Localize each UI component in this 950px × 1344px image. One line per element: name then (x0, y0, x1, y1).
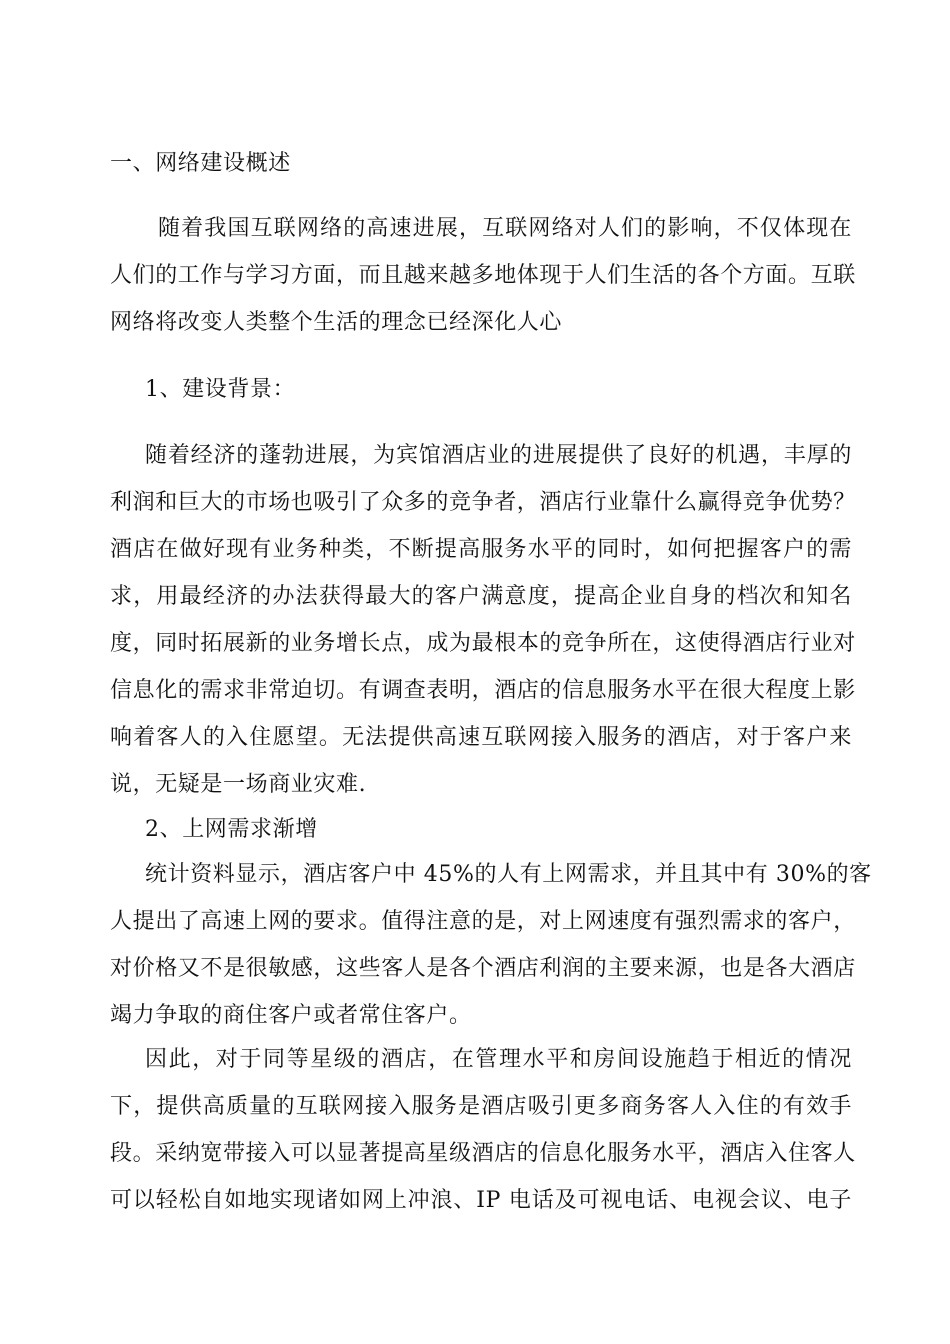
statistics-line-1: 统计资料显示，酒店客户中 45%的人有上网需求，并且其中有 30%的客 (145, 862, 872, 887)
conclusion-line-3: 段。采纳宽带接入可以显著提高星级酒店的信息化服务水平，酒店入住客人 (110, 1141, 856, 1166)
background-line-5: 度，同时拓展新的业务增长点，成为最根本的竞争所在，这使得酒店行业对 (110, 631, 856, 656)
conclusion-line-1: 因此，对于同等星级的酒店，在管理水平和房间设施趋于相近的情况 (145, 1047, 852, 1072)
statistics-line-3: 对价格又不是很敏感，这些客人是各个酒店利润的主要来源，也是各大酒店 (110, 956, 856, 981)
intro-line-1: 随着我国互联网络的高速进展，互联网络对人们的影响，不仅体现在 (158, 216, 852, 241)
statistics-line-4: 竭力争取的商住客户或者常住客户。 (110, 1003, 472, 1028)
background-line-2: 利润和巨大的市场也吸引了众多的竞争者，酒店行业靠什么赢得竞争优势？ (110, 490, 856, 515)
intro-line-2: 人们的工作与学习方面，而且越来越多地体现于人们生活的各个方面。互联 (110, 263, 856, 288)
background-line-7: 响着客人的入住愿望。无法提供高速互联网接入服务的酒店，对于客户来 (110, 725, 852, 750)
section-heading: 一、网络建设概述 (110, 151, 291, 176)
subheading-demand: 2、上网需求渐增 (145, 817, 318, 842)
background-line-6: 信息化的需求非常迫切。有调查表明，酒店的信息服务水平在很大程度上影 (110, 678, 856, 703)
background-line-1: 随着经济的蓬勃进展，为宾馆酒店业的进展提供了良好的机遇，丰厚的 (145, 443, 852, 468)
statistics-line-2: 人提出了高速上网的要求。值得注意的是，对上网速度有强烈需求的客户， (110, 909, 856, 934)
background-line-8: 说，无疑是一场商业灾难. (110, 772, 367, 797)
background-line-3: 酒店在做好现有业务种类，不断提高服务水平的同时，如何把握客户的需 (110, 537, 852, 562)
intro-line-3: 网络将改变人类整个生活的理念已经深化人心 (110, 310, 563, 335)
conclusion-line-4: 可以轻松自如地实现诸如网上冲浪、IP 电话及可视电话、电视会议、电子 (110, 1188, 852, 1213)
subheading-background: 1、建设背景： (145, 377, 296, 402)
background-line-4: 求，用最经济的办法获得最大的客户满意度，提高企业自身的档次和知名 (110, 584, 852, 609)
conclusion-line-2: 下，提供高质量的互联网接入服务是酒店吸引更多商务客人入住的有效手 (110, 1094, 852, 1119)
